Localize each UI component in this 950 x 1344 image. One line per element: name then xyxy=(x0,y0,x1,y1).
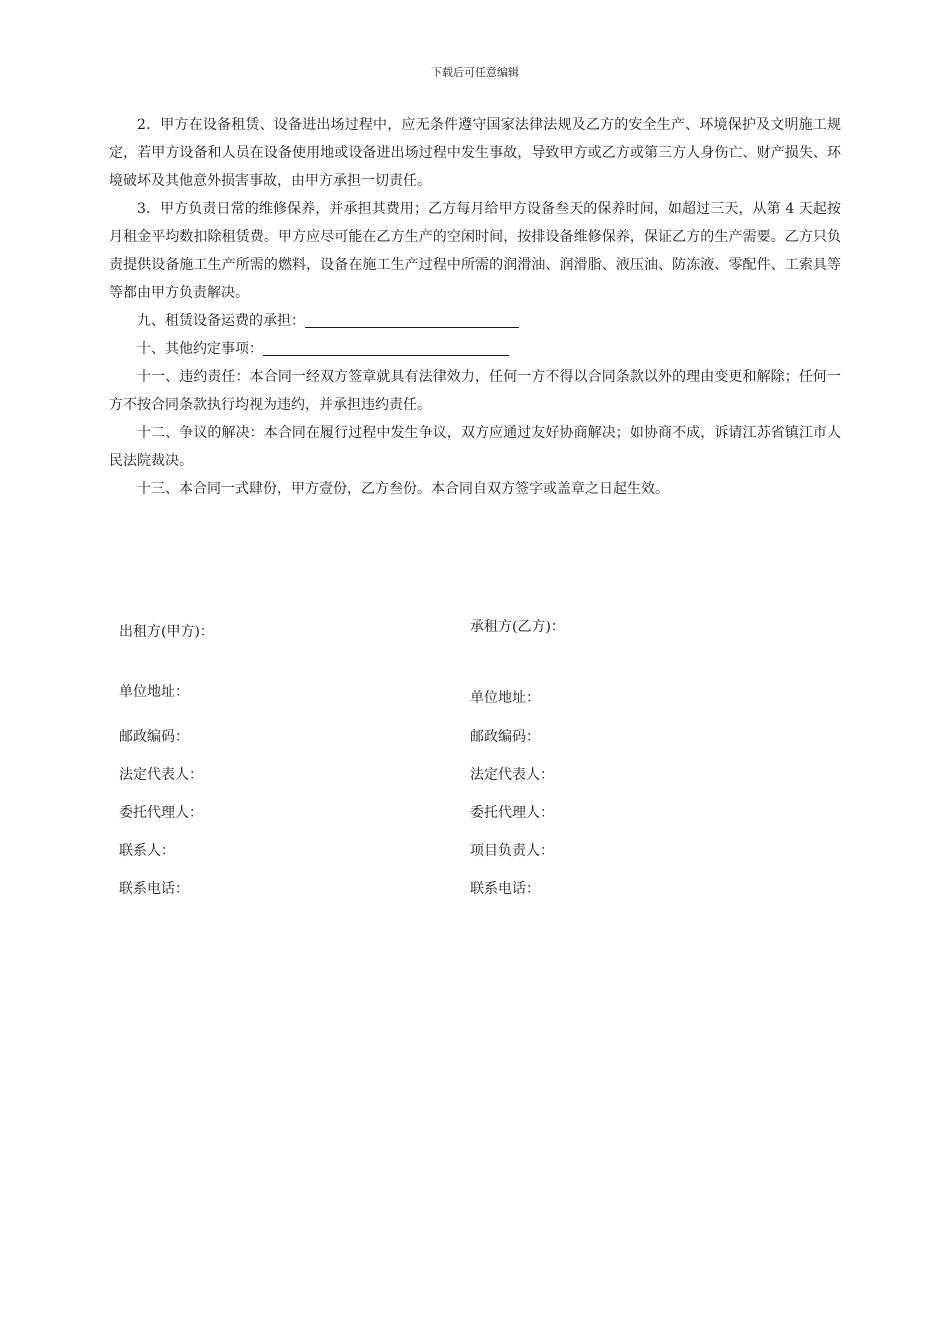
lessee-manager-label: 项目负责人： xyxy=(470,843,554,859)
clause-3: 3．甲方负责日常的维修保养，并承担其费用；乙方每月给甲方设备叁天的保养时间，如超过三天，从第 4 天起按月租金平均数扣除租赁费。甲方应尽可能在乙方生产的空闲时间，按排设备维修保养，保证乙方的生产需要。乙方只负责提供设备施工生产所需的燃料，设备在施工生产过程中所需的润滑油、润滑脂、液压油、防冻液、零配件、工索具等等都由甲方负责解决。 xyxy=(109,201,841,301)
clause-12: 十二、争议的解决：本合同在履行过程中发生争议，双方应通过友好协商解决；如协商不成，诉请江苏省镇江市人民法院裁决。 xyxy=(109,425,841,469)
lessor-contact-label: 联系人： xyxy=(119,843,175,859)
lessor-legal-rep-label: 法定代表人： xyxy=(119,767,203,783)
freight-blank-line xyxy=(305,309,519,328)
lessee-legal-rep-label: 法定代表人： xyxy=(470,767,554,783)
clause-9 xyxy=(109,307,841,335)
other-terms-blank-line xyxy=(263,337,509,356)
clause-2: 2．甲方在设备租赁、设备进出场过程中，应无条件遵守国家法律法规及乙方的安全生产、环境保护及文明施工规定，若甲方设备和人员在设备使用地或设备进出场过程中发生事故，导致甲方或乙方或第三方人身伤亡、财产损失、环境破坏及其他意外损害事故，由甲方承担一切责任。 xyxy=(109,117,841,189)
lessee-phone-label: 联系电话： xyxy=(470,881,540,897)
clause-10 xyxy=(109,335,841,363)
lessee-agent-label: 委托代理人： xyxy=(470,805,554,821)
lessor-agent-label: 委托代理人： xyxy=(119,805,203,821)
lessee-address-label: 单位地址： xyxy=(470,690,540,706)
clause-11: 十一、违约责任：本合同一经双方签章就具有法律效力，任何一方不得以合同条款以外的理由变更和解除；任何一方不按合同条款执行均视为违约，并承担违约责任。 xyxy=(109,369,841,413)
clause-10-label: 十、其他约定事项： xyxy=(137,341,263,357)
lessee-postcode-label: 邮政编码： xyxy=(470,729,540,745)
lessee-label: 承租方(乙方)： xyxy=(470,619,565,635)
contract-body xyxy=(109,111,841,503)
lessor-phone-label: 联系电话： xyxy=(119,881,189,897)
clause-13: 十三、本合同一式肆份，甲方壹份，乙方叁份。本合同自双方签字或盖章之日起生效。 xyxy=(137,481,669,497)
lessor-label: 出租方(甲方)： xyxy=(119,624,214,640)
lessor-postcode-label: 邮政编码： xyxy=(119,729,189,745)
clause-9-label: 九、租赁设备运费的承担： xyxy=(137,313,305,329)
lessor-address-label: 单位地址： xyxy=(119,684,189,700)
page-header: 下载后可任意编辑 xyxy=(431,66,519,79)
